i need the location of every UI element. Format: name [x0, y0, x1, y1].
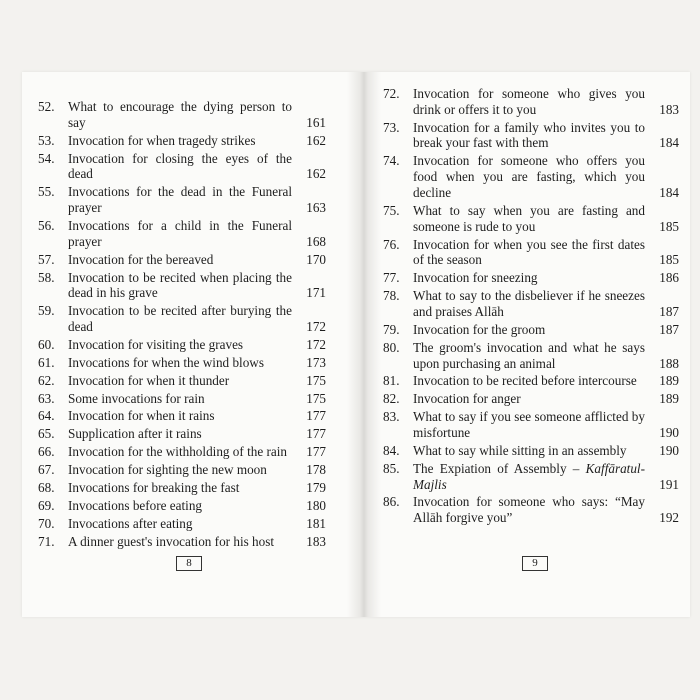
- entry-number: 68.: [38, 480, 55, 496]
- toc-entry: [383, 288, 679, 320]
- entry-number: 58.: [38, 269, 55, 285]
- entry-page: 175: [306, 372, 326, 388]
- entry-title: Supplication after it rains: [68, 426, 202, 442]
- toc-entry: [38, 444, 326, 460]
- entry-title: Some invocations for rain: [68, 390, 205, 406]
- entry-number: 62.: [38, 372, 55, 388]
- entry-page: 187: [659, 321, 679, 337]
- page-number-box: 8: [176, 556, 202, 571]
- entry-title: Invocation to be recited after burying the dead: [68, 303, 292, 335]
- entry-page: 190: [659, 442, 679, 458]
- entry-number: 83.: [383, 409, 400, 425]
- entry-title: Invocation to be recited when placing the dead in his grave: [68, 269, 292, 301]
- book-gutter: [347, 72, 381, 617]
- entry-page: 192: [659, 510, 679, 526]
- entry-page: 185: [659, 252, 679, 268]
- entry-title: Invocations for breaking the fast: [68, 480, 240, 496]
- entry-title-text: The Expiation of Assembly –: [413, 460, 580, 476]
- entry-page: 179: [306, 480, 326, 496]
- book-spread: [22, 72, 690, 617]
- entry-title: Invocations for a child in the Funeral prayer: [68, 217, 292, 249]
- toc-entry: [383, 409, 679, 441]
- toc-entry: [383, 86, 679, 118]
- entry-title: Invocation for when it rains: [68, 408, 215, 424]
- entry-number: 73.: [383, 119, 400, 135]
- entry-page: 191: [659, 476, 679, 492]
- entry-title: What to say while sitting in an assembly: [413, 442, 627, 458]
- entry-page: 172: [306, 336, 326, 352]
- entry-number: 52.: [38, 99, 55, 114]
- entry-title: Invocations for the dead in the Funeral prayer: [68, 184, 292, 216]
- entry-title: Invocation to be recited before intercourse: [413, 373, 637, 389]
- entry-page: 172: [306, 319, 326, 335]
- entry-page: 181: [306, 515, 326, 531]
- toc-entry: [383, 270, 679, 286]
- entry-number: 72.: [383, 86, 400, 101]
- toc-entry: [38, 355, 326, 371]
- toc-entry: [38, 391, 326, 407]
- toc-entry: [383, 120, 679, 152]
- entry-page: 184: [659, 184, 679, 200]
- toc-entry: [383, 340, 679, 372]
- entry-title: Invocation for someone who says: “May Allāh forgive you”: [413, 494, 645, 526]
- entry-page: 170: [306, 251, 326, 267]
- entry-number: 61.: [38, 354, 55, 370]
- entry-number: 65.: [38, 426, 55, 442]
- entry-number: 54.: [38, 150, 55, 166]
- toc-list: [38, 99, 326, 552]
- entry-page: 184: [659, 135, 679, 151]
- toc-entry: [38, 534, 326, 550]
- entry-page: 163: [306, 200, 326, 216]
- entry-title: What to say when you are fasting and someone is rude to you: [413, 202, 645, 234]
- entry-page: 177: [306, 408, 326, 424]
- toc-entry: [38, 337, 326, 353]
- entry-title: What to say if you see someone afflicted by misfortune: [413, 409, 645, 440]
- entry-title: Invocation for someone who gives you drink or offers it to you: [413, 86, 645, 117]
- entry-page: 183: [306, 533, 326, 549]
- entry-number: 64.: [38, 408, 55, 424]
- entry-page: 189: [659, 373, 679, 389]
- entry-page: 190: [659, 424, 679, 440]
- toc-entry: [383, 237, 679, 269]
- toc-entry: [38, 480, 326, 496]
- entry-title: What to encourage the dying person to say: [68, 99, 292, 130]
- toc-entry: [38, 408, 326, 424]
- entry-page: 177: [306, 444, 326, 460]
- entry-number: 86.: [383, 494, 400, 510]
- entry-number: 53.: [38, 132, 55, 148]
- entry-page: 183: [659, 101, 679, 117]
- entry-title: Invocation for when you see the first dates of the season: [413, 236, 645, 268]
- entry-title: Invocation for the withholding of the rain: [68, 444, 288, 460]
- entry-page: 168: [306, 233, 326, 249]
- entry-page: 161: [306, 114, 326, 130]
- entry-page: 189: [659, 391, 679, 407]
- entry-number: 81.: [383, 373, 400, 389]
- toc-entry: [38, 99, 326, 131]
- entry-number: 70.: [38, 515, 55, 531]
- entry-number: 80.: [383, 339, 400, 355]
- entry-number: 75.: [383, 202, 400, 218]
- entry-title: Invocation for when tragedy strikes: [68, 132, 256, 148]
- entry-number: 63.: [38, 390, 55, 406]
- toc-entry: [38, 133, 326, 149]
- toc-entry: [383, 461, 679, 493]
- entry-title: The groom's invocation and what he says upon purchasing an animal: [413, 339, 645, 371]
- entry-title: Invocation for sneezing: [413, 270, 538, 286]
- entry-number: 60.: [38, 336, 55, 352]
- entry-page: 162: [306, 132, 326, 148]
- entry-title: Invocation for sighting the new moon: [68, 462, 267, 478]
- entry-number: 82.: [383, 391, 400, 407]
- toc-entry: [383, 322, 679, 338]
- entry-title: Invocation for closing the eyes of the dead: [68, 150, 292, 182]
- entry-number: 71.: [38, 533, 55, 549]
- entry-page: 173: [306, 354, 326, 370]
- toc-entry: [383, 153, 679, 200]
- entry-number: 66.: [38, 444, 55, 460]
- toc-entry: [38, 462, 326, 478]
- toc-entry: [383, 373, 679, 389]
- entry-number: 67.: [38, 462, 55, 478]
- entry-title: What to say to the disbeliever if he sneezes and praises Allāh: [413, 288, 645, 319]
- entry-page: 187: [659, 303, 679, 319]
- entry-number: 57.: [38, 251, 55, 267]
- toc-entry: [383, 203, 679, 235]
- entry-title: Invocations for when the wind blows: [68, 354, 264, 370]
- toc-entry: [38, 426, 326, 442]
- entry-number: 56.: [38, 217, 55, 233]
- toc-entry: [38, 373, 326, 389]
- entry-number: 85.: [383, 460, 400, 476]
- toc-entry: [38, 516, 326, 532]
- entry-title: Invocations before eating: [68, 497, 203, 513]
- entry-title: Invocation for the bereaved: [68, 251, 214, 267]
- entry-page: 171: [306, 285, 326, 301]
- entry-page: 186: [659, 270, 679, 286]
- entry-title-italic: Kaffāratul-Majlis: [413, 460, 645, 492]
- page-number-box: 9: [522, 556, 548, 571]
- toc-entry: [383, 391, 679, 407]
- toc-list: [383, 86, 679, 528]
- entry-number: 59.: [38, 303, 55, 319]
- entry-page: 178: [306, 462, 326, 478]
- entry-number: 76.: [383, 236, 400, 252]
- entry-number: 78.: [383, 288, 400, 304]
- entry-number: 69.: [38, 497, 55, 513]
- toc-entry: [38, 218, 326, 250]
- entry-title: Invocation for the groom: [413, 321, 546, 337]
- entry-page: 180: [306, 497, 326, 513]
- entry-page: 175: [306, 390, 326, 406]
- entry-title: Invocation for visiting the graves: [68, 336, 244, 352]
- entry-number: 77.: [383, 270, 400, 286]
- toc-entry: [383, 443, 679, 459]
- entry-page: 177: [306, 426, 326, 442]
- entry-number: 55.: [38, 184, 55, 200]
- toc-entry: [38, 303, 326, 335]
- toc-entry: [38, 498, 326, 514]
- toc-entry: [38, 151, 326, 183]
- entry-page: 188: [659, 355, 679, 371]
- entry-page: 185: [659, 218, 679, 234]
- toc-entry: [38, 184, 326, 216]
- entry-title: Invocation for someone who offers you food when you are fasting, which you decline: [413, 153, 645, 200]
- entry-title: A dinner guest's invocation for his host: [68, 533, 275, 549]
- entry-title: [413, 461, 645, 493]
- entry-title: Invocations after eating: [68, 515, 193, 531]
- entry-title: Invocation for a family who invites you to break your fast with them: [413, 119, 645, 151]
- entry-number: 84.: [383, 442, 400, 458]
- entry-number: 74.: [383, 153, 400, 169]
- entry-title: Invocation for when it thunder: [68, 372, 230, 388]
- toc-entry: [38, 270, 326, 302]
- entry-number: 79.: [383, 321, 400, 337]
- entry-title: Invocation for anger: [413, 391, 521, 407]
- toc-entry: [383, 494, 679, 526]
- toc-entry: [38, 252, 326, 268]
- entry-page: 162: [306, 166, 326, 182]
